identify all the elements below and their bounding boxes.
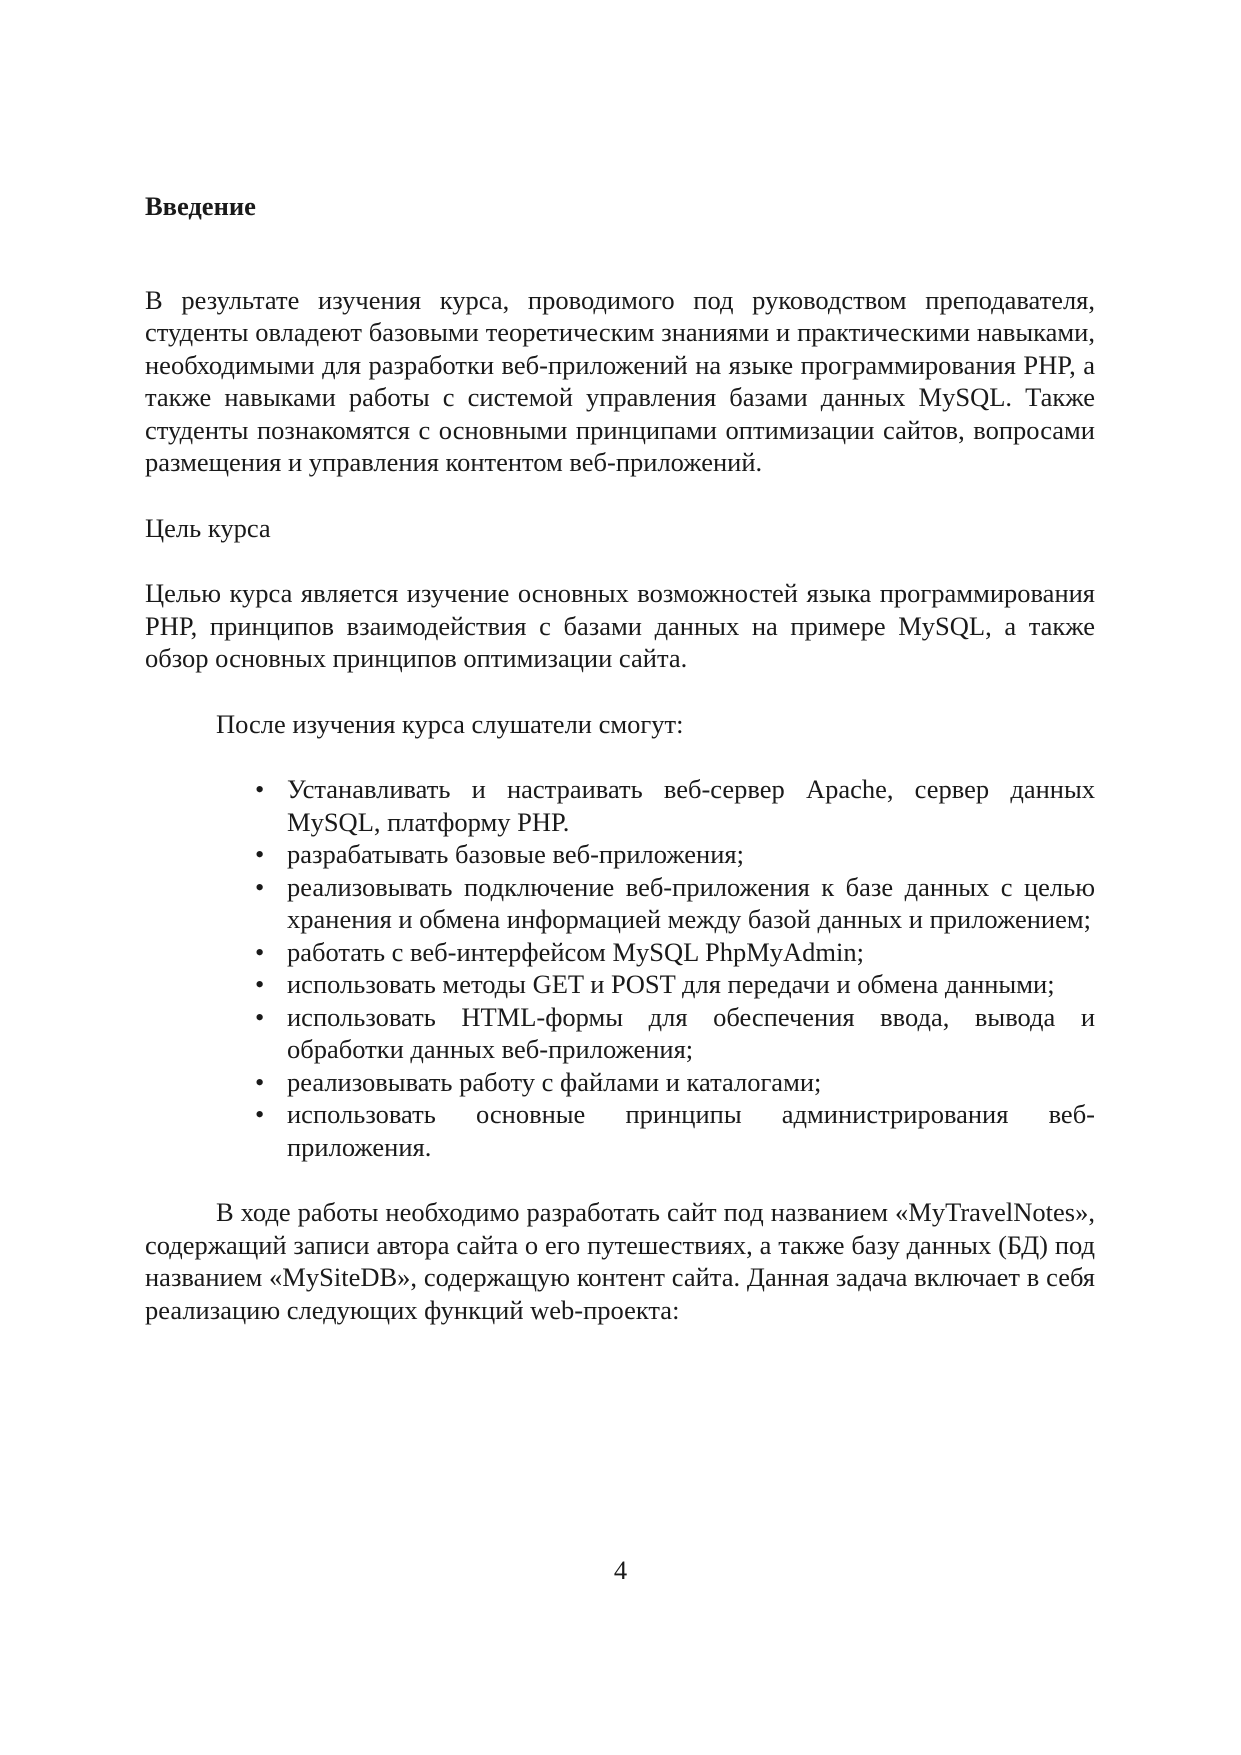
bullet-icon: • [255,936,265,967]
bullet-icon: • [255,1099,265,1129]
list-item [255,1066,1095,1099]
document-page [145,190,1095,1326]
list-item [255,968,1095,1001]
skills-list [145,773,1095,1163]
bullet-icon: • [255,1066,265,1097]
bullet-icon: • [255,969,265,999]
section-heading: Введение [145,191,256,221]
bullet-icon: • [255,774,265,804]
list-item-text: разрабатывать базовые веб-приложения; [287,839,744,869]
skills-intro: После изучения курса слушатели смогут: [216,708,684,739]
list-item [255,1001,1095,1066]
goal-title: Цель курса [145,512,271,543]
list-item-text: реализовывать подключение веб-приложения к базе данных с целью хранения и обмена информацией между базой данных и приложением; [287,871,1095,934]
list-item [255,936,1095,969]
list-item-text: Устанавливать и настраивать веб-сервер Apache, сервер данных MySQL, платформу PHP. [287,774,1095,837]
list-item-text: использовать основные принципы администрирования веб-приложения. [287,1099,1095,1162]
bullet-icon: • [255,871,265,902]
list-item [255,871,1095,936]
list-item-text: использовать методы GET и POST для передачи и обмена данными; [287,969,1055,999]
list-item-text: использовать HTML-формы для обеспечения ввода, вывода и обработки данных веб-приложения; [287,1001,1095,1064]
list-item [255,1098,1095,1163]
bullet-icon: • [255,1001,265,1032]
bullet-icon: • [255,839,265,869]
task-paragraph: В ходе работы необходимо разработать сайт под названием «MyTravelNotes», содержащий записи автора сайта о его путешествиях, а также базу данных (БД) под названием «MySiteDB», содержащую контент сайта. Данная задача включает в себя реализацию следующих функций web-проекта: [145,1197,1095,1325]
list-item-text: работать с веб-интерфейсом MySQL PhpMyAdmin; [287,936,864,967]
intro-paragraph: В результате изучения курса, проводимого под руководством преподавателя, студенты овладеют базовыми теоретическим знаниями и практическими навыками, необходимыми для разработки веб-приложений на языке программирования PHP, а также навыками работы с системой управления базами данных MySQL. Также студенты познакомятся с основными принципами оптимизации сайтов, вопросами размещения и управления контентом веб-приложений. [145,284,1095,477]
list-item-text: реализовывать работу с файлами и каталогами; [287,1066,822,1097]
page-number: 4 [613,1555,628,1585]
goal-paragraph: Целью курса является изучение основных возможностей языка программирования PHP, принципов взаимодействия с базами данных на примере MySQL, а также обзор основных принципов оптимизации сайта. [145,578,1095,673]
list-item [255,773,1095,838]
list-item [255,838,1095,871]
